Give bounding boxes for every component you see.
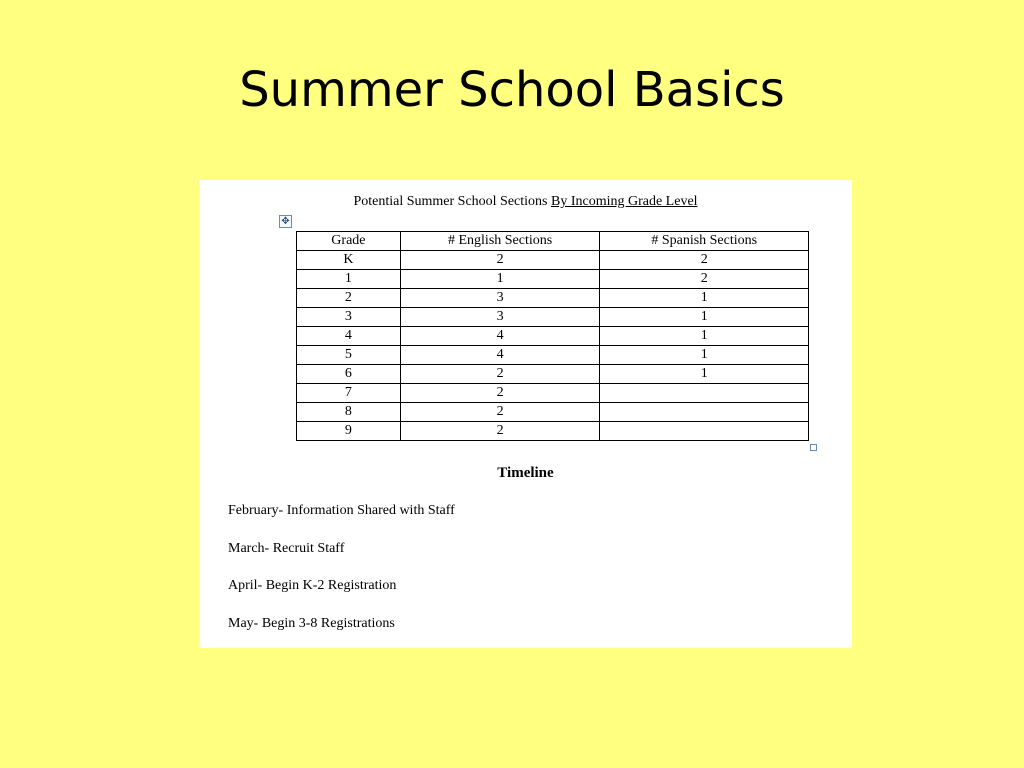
caption-text: Potential Summer School Sections [353, 194, 551, 209]
english-cell: 2 [400, 384, 600, 403]
timeline-heading: Timeline [497, 465, 554, 481]
spanish-cell [600, 384, 809, 403]
english-cell: 4 [400, 327, 600, 346]
english-cell: 3 [400, 289, 600, 308]
table-header-row [297, 232, 809, 251]
table-row [297, 251, 809, 270]
header-grade: Grade [297, 232, 401, 251]
english-cell: 1 [400, 270, 600, 289]
table-caption [199, 194, 852, 210]
spanish-cell: 1 [600, 289, 809, 308]
timeline-list [228, 502, 455, 653]
spanish-cell: 1 [600, 346, 809, 365]
table-row [297, 327, 809, 346]
english-cell: 2 [400, 251, 600, 270]
grade-cell: 8 [297, 403, 401, 422]
table-row [297, 270, 809, 289]
grade-cell: 2 [297, 289, 401, 308]
table-row [297, 365, 809, 384]
grade-cell: K [297, 251, 401, 270]
sections-table [296, 231, 809, 441]
timeline-item: March- Recruit Staff [228, 540, 345, 556]
table-row [297, 422, 809, 441]
slide-title: Summer School Basics [239, 62, 785, 118]
grade-cell: 6 [297, 365, 401, 384]
table-row [297, 289, 809, 308]
english-cell: 4 [400, 346, 600, 365]
spanish-cell: 2 [600, 251, 809, 270]
english-cell: 2 [400, 422, 600, 441]
header-english-sections: # English Sections [400, 232, 600, 251]
grade-cell: 4 [297, 327, 401, 346]
table-row [297, 308, 809, 327]
table-row [297, 403, 809, 422]
timeline-item: February- Information Shared with Staff [228, 503, 455, 518]
spanish-cell: 1 [600, 327, 809, 346]
grade-cell: 9 [297, 422, 401, 441]
timeline-item: May- Begin 3-8 Registrations [228, 616, 395, 632]
english-cell: 2 [400, 365, 600, 384]
table-row [297, 346, 809, 365]
grade-cell: 3 [297, 308, 401, 327]
resize-square-icon[interactable] [810, 444, 817, 451]
timeline-item: April- Begin K-2 Registration [228, 578, 397, 594]
grade-cell: 7 [297, 384, 401, 403]
grade-cell: 5 [297, 346, 401, 365]
spanish-cell: 1 [600, 308, 809, 327]
english-cell: 2 [400, 403, 600, 422]
table-row [297, 384, 809, 403]
english-cell: 3 [400, 308, 600, 327]
spanish-cell [600, 422, 809, 441]
header-spanish-sections: # Spanish Sections [600, 232, 809, 251]
caption-underlined-text: By Incoming Grade Level [550, 194, 698, 209]
grade-cell: 1 [297, 270, 401, 289]
spanish-cell [600, 403, 809, 422]
spanish-cell: 2 [600, 270, 809, 289]
move-arrows-icon[interactable]: ✥ [279, 215, 292, 228]
spanish-cell: 1 [600, 365, 809, 384]
document-image [199, 180, 852, 648]
